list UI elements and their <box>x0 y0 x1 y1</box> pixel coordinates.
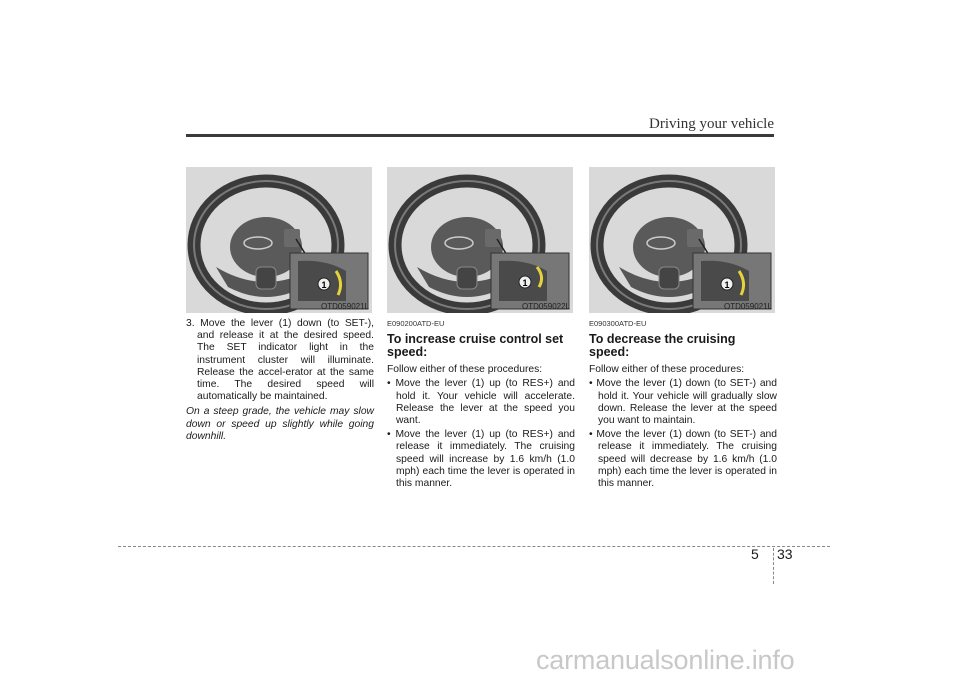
page-number: 33 <box>777 546 793 562</box>
bullet-item: • Move the lever (1) down (to SET-) and hold it. Your vehicle will gradually slow down. Release the lever at the speed you want to maintain. <box>589 378 777 427</box>
watermark: carmanualsonline.info <box>536 645 795 675</box>
section-number: 5 <box>751 546 759 562</box>
column-decrease-speed <box>589 318 777 492</box>
header-rule <box>186 134 774 137</box>
figure-code: OTD059021L <box>320 302 369 311</box>
section-code: E090300ATD-EU <box>589 319 647 328</box>
intro-text: Follow either of these procedures: <box>387 364 543 376</box>
steering-wheel-figure-2 <box>387 167 573 313</box>
lever-marker: 1 <box>522 278 528 288</box>
bullet-item: • Move the lever (1) up (to RES+) and release it immediately. The cruising speed will increase by 1.6 km/h (1.0 mph) each time the lever is operated in this manner. <box>387 429 575 490</box>
steep-grade-note: On a steep grade, the vehicle may slow down or speed up slightly while going downhill. <box>186 406 374 442</box>
section-heading: To decrease the cruising speed: <box>589 332 736 360</box>
lever-marker: 1 <box>724 280 730 290</box>
steering-wheel-figure-1 <box>186 167 372 313</box>
footer-rule <box>118 546 830 547</box>
section-code: E090200ATD-EU <box>387 319 445 328</box>
step-3-text: 3. Move the lever (1) down (to SET-), and release it at the desired speed. The SET indicator light in the instrument cluster will illuminate. Release the accel-erator at the same time. The desired speed will automatically be maintained. <box>186 318 374 403</box>
bullet-item: • Move the lever (1) up (to RES+) and hold it. Your vehicle will accelerate. Release the lever at the speed you want. <box>387 378 575 427</box>
steering-wheel-figure-3 <box>589 167 775 313</box>
figure-code: OTD059022L <box>521 302 570 311</box>
steering-wheel-illustration <box>186 167 372 313</box>
column-set-speed <box>186 318 374 443</box>
steering-wheel-illustration <box>589 167 775 313</box>
figure-code: OTD059021L <box>723 302 772 311</box>
section-heading: To increase cruise control set speed: <box>387 332 564 360</box>
footer-divider <box>773 548 774 584</box>
steering-wheel-illustration <box>387 167 573 313</box>
bullet-item: • Move the lever (1) down (to SET-) and release it immediately. The cruising speed will decrease by 1.6 km/h (1.0 mph) each time the lever is operated in this manner. <box>589 429 777 490</box>
lever-marker: 1 <box>321 280 327 290</box>
page-header-title: Driving your vehicle <box>649 116 774 132</box>
column-increase-speed <box>387 318 575 492</box>
intro-text: Follow either of these procedures: <box>589 364 745 376</box>
